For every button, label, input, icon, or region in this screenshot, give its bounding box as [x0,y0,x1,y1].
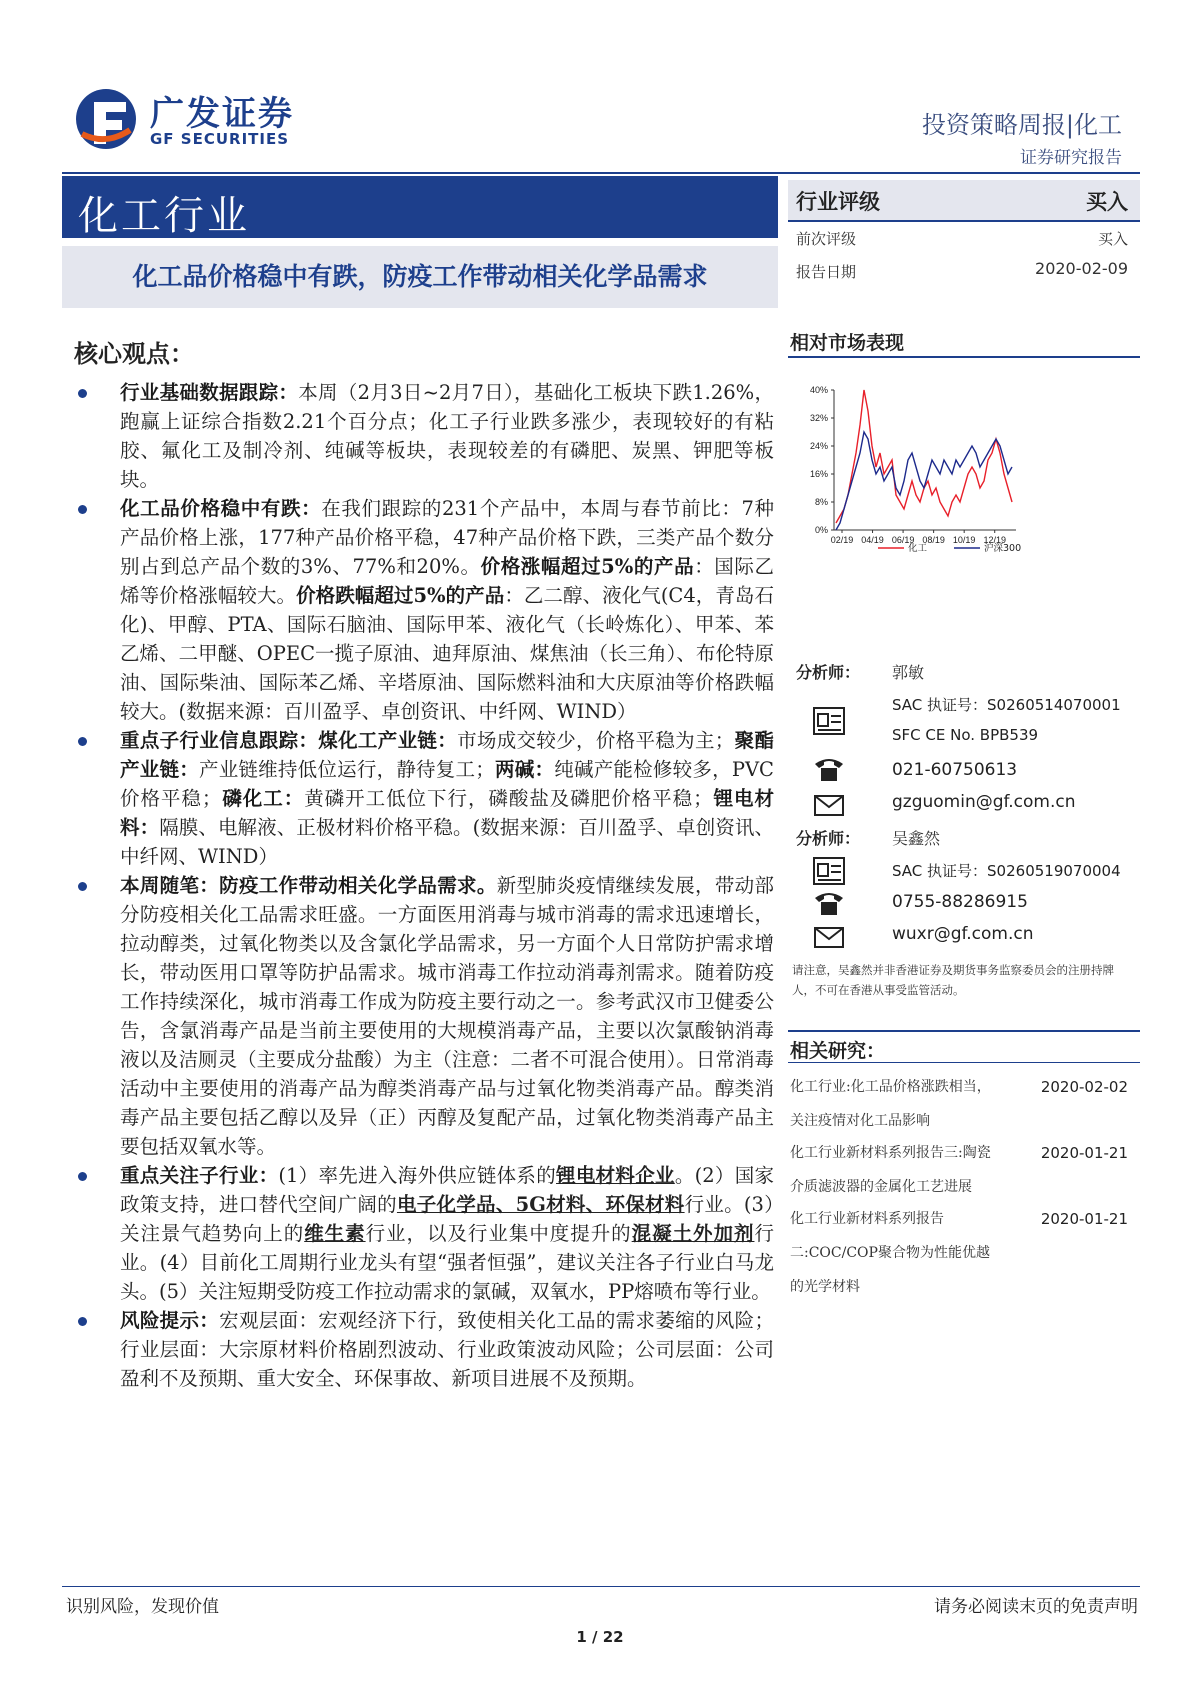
bullet-risk [74,1306,774,1393]
bullet-key: 锂电材料： [120,787,774,839]
bullet-text: ：乙二醇、液化气(C4，青岛石化)、甲醇、PTA、国际石脑油、国际甲苯、液化气（长岭炼化）、甲苯、苯乙烯、二甲醚、OPEC一揽子原油、迪拜原油、煤焦油（长三角）、布伦特原油、国际柴油、国际苯乙烯、辛塔原油、国际燃料油和大庆原油等价格跌幅较大。(数据来源：百川盈孚、卓创资讯、中纤网、WIND） [120,584,774,723]
related-item-line: 的光学材料 [790,1279,860,1295]
bullet-text: 市场成交较少，价格平稳为主； [457,729,735,752]
bullet-text: 产业链维持低位运行，静待复工； [198,758,495,781]
related-item-title[interactable] [790,1202,1030,1304]
bullet-key: 行业基础数据跟踪： [120,381,299,404]
related-item-date: 2020-02-02 [1040,1078,1128,1096]
chart-x-tick-label: 12/19 [983,535,1006,545]
analyst-2-phone: 0755-88286915 [892,892,1028,912]
id-card-icon [812,856,846,886]
perf-title: 相对市场表现 [790,332,905,354]
email-icon [812,922,846,952]
bullet-subindustry [74,726,774,871]
logo-en-text: GF SECURITIES [150,130,290,148]
analyst-1-email: gzguomin@gf.com.cn [892,792,1076,812]
phone-icon [812,754,846,784]
bullet-text: 本周（2月3日~2月7日），基础化工板块下跌1.26%，跑赢上证综合指数2.21个百分点；化工子行业跌多涨少，表现较好的有粘胶、氟化工及制冷剂、纯碱等板块，表现较差的有磷肥、炭黑、钾肥等板块。 [120,381,774,491]
chart-x-tick-label: 08/19 [922,535,945,545]
chart-x-tick-label: 06/19 [891,535,915,545]
related-item-line: 化工行业:化工品价格涨跌相当， [790,1079,991,1095]
id-card-icon [812,706,846,736]
bullet-key: 煤化工产业链： [318,729,458,752]
related-item-title[interactable] [790,1070,1030,1138]
related-divider [788,1062,1140,1063]
phone-icon [812,888,846,918]
bullet-text: 新型肺炎疫情继续发展，带动部分防疫相关化工品需求旺盛。一方面医用消毒与城市消毒的需求迅速增长，拉动醇类，过氧化物类以及含氯化学品需求，另一方面个人日常防护需求增长，带动医用口罩等防护品需求。城市消毒工作拉动消毒剂需求。随着防疫工作持续深化，城市消毒工作成为防疫主要行动之一。参考武汉市卫健委公告，含氯消毒产品是当前主要使用的大规模消毒产品，主要以次氯酸钠消毒液以及洁厕灵（主要成分盐酸）为主（注意：二者不可混合使用）。日常消毒活动中主要使用的消毒产品为醇类消毒产品与过氧化物类消毒产品。醇类消毒产品主要包括乙醇以及异（正）丙醇及复配产品，过氧化物类消毒产品主要包括双氧水等。 [120,874,774,1158]
bullet-highlight: 锂电材料企业 [556,1164,675,1187]
perf-divider [788,356,1140,358]
analyst-1-name: 郭敏 [892,663,925,682]
bullet-text: 宏观层面：宏观经济下行，致使相关化工品的需求萎缩的风险；行业层面：大宗原材料价格剧烈波动、行业政策波动风险；公司层面：公司盈利不及预期、重大安全、环保事故、新项目进展不及预期。 [120,1309,774,1390]
bullet-highlight: 混凝土外加剂 [631,1222,755,1245]
bullet-key: 重点关注子行业： [120,1164,279,1187]
analyst-2-sac: SAC 执证号：S0260519070004 [892,862,1121,880]
chart-legend-label: 沪深300 [984,543,1022,554]
report-date-value: 2020-02-09 [1035,259,1128,278]
related-title: 相关研究： [790,1040,886,1062]
chart-x-tick-label: 04/19 [861,535,884,545]
bullet-dot [78,1172,87,1181]
bullet-price [74,494,774,726]
header-divider [62,172,1140,174]
bullet-dot [78,882,87,891]
chart-y-tick-label: 8% [814,497,828,507]
related-item-line: 化工行业新材料系列报告三:陶瓷 [790,1145,991,1161]
rating-value: 买入 [1086,189,1128,214]
related-item-line: 介质滤波器的金属化工艺进展 [790,1179,972,1195]
chart-series-line-1 [836,432,1012,530]
bullet-key: 化工品价格稳中有跌： [120,497,322,520]
bullet-key: 风险提示： [120,1309,220,1332]
related-divider-top [788,1030,1140,1032]
bullet-key: 本周随笔：防疫工作带动相关化学品需求。 [120,874,497,897]
analyst-1-label: 分析师： [796,663,861,682]
prev-rating-value: 买入 [1097,230,1128,248]
report-type: 投资策略周报|化工 [921,111,1122,139]
bullet-focus [74,1161,774,1306]
footer-slogan: 识别风险，发现价值 [66,1597,219,1617]
analyst-2-label: 分析师： [796,829,861,848]
bullet-text: 行业。(3）关注景气趋势向上的 [120,1193,774,1245]
bullet-key: 价格涨幅超过5%的产品 [480,555,695,578]
analyst-2-name: 吴鑫然 [892,829,941,848]
bullet-text: 。(2）国家政策支持，进口替代空间广阔的 [120,1164,775,1216]
related-item-line: 化工行业新材料系列报告 [790,1211,944,1227]
core-bullets [74,378,774,1393]
bullet-text: 黄磷开工低位下行，磷酸盐及磷肥价格平稳； [304,787,713,810]
industry-title: 化工行业 [78,193,250,239]
logo-cn-text: 广发证券 [150,94,294,134]
chart-y-tick-label: 16% [809,469,828,479]
bullet-text: (1）率先进入海外供应链体系的 [278,1164,557,1187]
chart-y-tick-label: 40% [809,385,828,395]
footer-disclaimer: 请务必阅读末页的免责声明 [934,1597,1138,1617]
headline: 化工品价格稳中有跌，防疫工作带动相关化学品需求 [132,262,708,291]
page-number: 1 / 22 [576,1628,624,1646]
bullet-key: 磷化工： [221,787,305,810]
chart-x-tick-label: 02/19 [830,535,854,545]
chart-legend-label: 化工 [908,543,928,554]
bullet-dot [78,737,87,746]
bullet-text: 纯碱产能检修较多，PVC价格平稳； [120,758,774,810]
footer-divider [62,1586,1140,1587]
analyst-2-email: wuxr@gf.com.cn [892,924,1034,944]
chart-y-tick-label: 0% [814,525,828,535]
rating-label: 行业评级 [796,189,880,214]
bullet-text: 行业，以及行业集中度提升的 [365,1222,632,1245]
bullet-key: 价格跌幅超过5%的产品 [296,584,505,607]
performance-chart [788,380,1140,610]
related-item-line: 二:COC/COP聚合物为性能优越 [790,1245,990,1261]
related-item-date: 2020-01-21 [1040,1210,1128,1228]
chart-x-tick-label: 10/19 [952,535,976,545]
email-icon [812,790,846,820]
analyst-1-phone: 021-60750613 [892,760,1018,780]
bullet-text: 隔膜、电解液、正极材料价格平稳。(数据来源：百川盈孚、卓创资讯、中纤网、WIND） [120,816,774,868]
bullet-text: 在我们跟踪的231个产品中，本周与春节前比：7种产品价格上涨，177种产品价格平稳，47种产品价格下跌，三类产品个数分别占到总产品个数的3%、77%和20%。 [120,497,774,578]
chart-y-tick-label: 24% [809,441,828,451]
related-item-date: 2020-01-21 [1040,1144,1128,1162]
bullet-highlight: 电子化学品、5G材料、环保材料 [396,1193,685,1216]
analyst-note: 请注意，吴鑫然并非香港证券及期货事务监察委员会的注册持牌人，不可在香港从事受监管活动。 [792,963,1114,997]
core-title: 核心观点： [74,339,194,368]
bullet-key: 聚酯产业链： [120,729,774,781]
bullet-dot [78,389,87,398]
analyst-1-sfc: SFC CE No. BPB539 [892,726,1039,744]
bullet-text: ：国际乙烯等价格涨幅较大。 [120,555,774,607]
bullet-highlight: 维生素 [304,1222,366,1245]
bullet-key: 重点子行业信息跟踪： [120,729,319,752]
bullet-dot [78,1317,87,1326]
bullet-dot [78,505,87,514]
related-item-title[interactable] [790,1136,1030,1204]
analyst-1-sac: SAC 执证号：S0260514070001 [892,696,1121,714]
prev-rating-label: 前次评级 [796,230,857,248]
bullet-key: 两碱： [494,758,555,781]
bullet-basic-data [74,378,774,494]
bullet-weekly-note [74,871,774,1161]
related-item-line: 关注疫情对化工品影响 [790,1113,930,1129]
chart-y-tick-label: 32% [809,413,828,423]
report-date-label: 报告日期 [796,263,857,281]
report-subtitle: 证券研究报告 [1020,148,1122,168]
bullet-text: 行业。(4）目前化工周期行业龙头有望“强者恒强”，建议关注各子行业白马龙头。(5）关注短期受防疫工作拉动需求的氯碱，双氧水，PP熔喷布等行业。 [120,1222,774,1303]
